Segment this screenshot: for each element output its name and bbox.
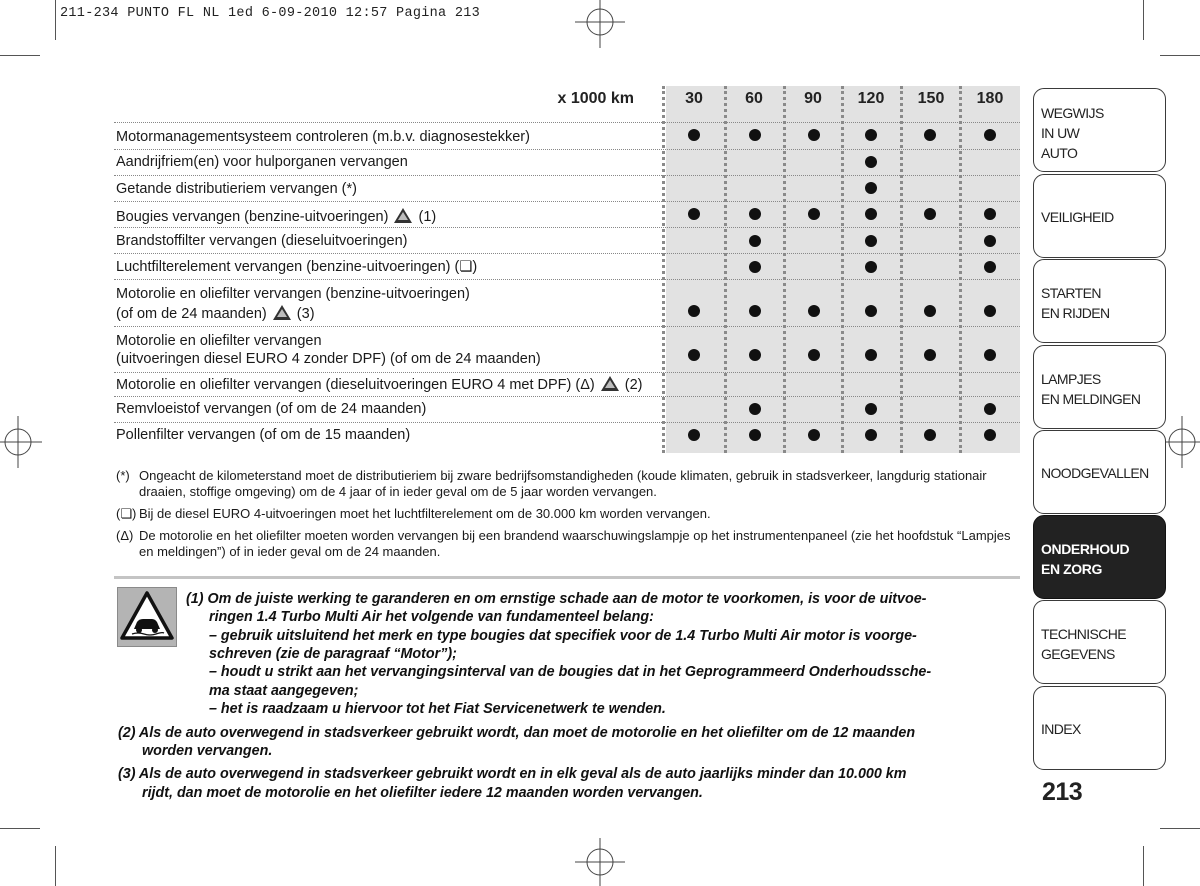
crop-mark-top-right-v — [1143, 0, 1144, 40]
note-3-line1: (3) Als de auto overwegend in stadsverkeer gebruikt wordt en in elk geval als de auto jaarlijks minder dan 10.000 km — [118, 766, 907, 782]
footnote-text: De motorolie en het oliefilter moeten worden vervangen bij een brandend waarschuwingslampje op het instrumentenpaneel (zie het hoofdstuk “Lampjes en meldingen”) of in ieder geval om de 24 maanden. — [139, 528, 1011, 559]
row-divider — [114, 396, 1020, 397]
schedule-dot — [865, 235, 877, 247]
schedule-dot — [688, 429, 700, 441]
schedule-dot — [984, 129, 996, 141]
registration-mark-left-icon — [0, 410, 42, 474]
row-text: Motorolie en oliefilter vervangen (dieseluitvoeringen EURO 4 met DPF) (Δ) — [116, 377, 595, 393]
table-row-label — [116, 128, 666, 146]
warning-line: schreven (zie de paragraaf “Motor”); — [209, 646, 457, 662]
warning-triangle-icon — [601, 376, 619, 391]
schedule-dot — [808, 208, 820, 220]
schedule-dot — [749, 129, 761, 141]
schedule-dot — [865, 429, 877, 441]
interval-header-120: 120 — [857, 90, 885, 107]
crop-mark-bottom-left-v — [55, 846, 56, 886]
crop-mark-top-left-h — [0, 55, 40, 56]
row-text: Remvloeistof vervangen (of om de 24 maanden) — [116, 401, 427, 417]
footnote — [114, 468, 1020, 500]
footnote-mark: (*) — [116, 468, 130, 483]
footnote-mark: (❏) — [116, 506, 137, 521]
schedule-dot — [984, 261, 996, 273]
row-divider — [114, 422, 1020, 423]
schedule-dot — [924, 208, 936, 220]
row-divider — [114, 149, 1020, 150]
row-text: Motormanagementsysteem controleren (m.b.v. diagnosestekker) — [116, 129, 530, 145]
footnote-mark: (Δ) — [116, 528, 134, 543]
registration-mark-bottom-icon — [570, 838, 630, 886]
table-row-label — [116, 332, 666, 368]
warning-line: – houdt u strikt aan het vervangingsinterval van de bougies dat in het Geprogrammeerd Onderhoudssche- — [209, 664, 932, 680]
table-row-label — [116, 285, 666, 323]
schedule-dot — [924, 305, 936, 317]
maintenance-schedule-table — [114, 86, 1020, 456]
row-divider — [114, 227, 1020, 228]
row-text: Motorolie en oliefilter vervangen (benzine-uitvoeringen) — [116, 286, 470, 302]
footnote — [114, 506, 1020, 522]
row-text: Brandstoffilter vervangen (dieseluitvoeringen) — [116, 233, 408, 249]
schedule-dot — [924, 129, 936, 141]
row-text: Motorolie en oliefilter vervangen — [116, 333, 322, 349]
interval-header-30: 30 — [685, 90, 703, 107]
interval-unit-label: x 1000 km — [557, 90, 634, 107]
note-2-line2: worden vervangen. — [142, 743, 273, 759]
row-text: Bougies vervangen (benzine-uitvoeringen) — [116, 209, 389, 225]
tab-noodgevallen[interactable]: NOODGEVALLEN — [1033, 430, 1166, 514]
warning-triangle-icon — [394, 208, 412, 223]
column-divider — [724, 86, 727, 453]
row-text-line2: (of om de 24 maanden) — [116, 306, 267, 322]
note-2-line1: (2) Als de auto overwegend in stadsverkeer gebruikt wordt, dan moet de motorolie en het oliefilter om de 12 maanden — [118, 725, 916, 741]
table-row-label — [116, 426, 666, 444]
interval-header-60: 60 — [745, 90, 763, 107]
schedule-dot — [865, 403, 877, 415]
interval-header-180: 180 — [976, 90, 1004, 107]
row-divider — [114, 122, 1020, 123]
row-suffix: (1) — [418, 209, 437, 225]
footnote — [114, 528, 1020, 560]
footnote-text: Ongeacht de kilometerstand moet de distributieriem bij zware bedrijfsomstandigheden (koude klimaten, gebruik in stadsverkeer, langdurig stationair draaien, stoffige omgeving) om de 4 jaar of in ieder geval om de 5 jaar worden vervangen. — [139, 468, 987, 499]
interval-header-90: 90 — [804, 90, 822, 107]
row-divider — [114, 253, 1020, 254]
schedule-dot — [924, 349, 936, 361]
warning-line: (1) Om de juiste werking te garanderen en om ernstige schade aan de motor te voorkomen, is voor de uitvoe- — [186, 591, 927, 607]
row-divider — [114, 372, 1020, 373]
schedule-dot — [924, 429, 936, 441]
schedule-dot — [688, 349, 700, 361]
schedule-dot — [749, 429, 761, 441]
row-divider — [114, 326, 1020, 327]
page-number: 213 — [1042, 778, 1083, 806]
print-header: 211-234 PUNTO FL NL 1ed 6-09-2010 12:57 Pagina 213 — [60, 6, 481, 21]
schedule-dot — [749, 208, 761, 220]
crop-mark-top-left-v — [55, 0, 56, 40]
interval-header-150: 150 — [917, 90, 945, 107]
table-row-label — [116, 258, 666, 276]
crop-mark-bottom-left-h — [0, 828, 40, 829]
schedule-dot — [688, 208, 700, 220]
schedule-dot — [984, 403, 996, 415]
schedule-dot — [865, 156, 877, 168]
warning-line: – gebruik uitsluitend het merk en type bougies dat specifiek voor de 1.4 Turbo Multi Air motor is voorge- — [209, 628, 917, 644]
schedule-dot — [865, 129, 877, 141]
schedule-dot — [808, 349, 820, 361]
tab-onderhoud-en-zorg[interactable]: ONDERHOUD EN ZORG — [1033, 515, 1166, 599]
warning-triangle-icon — [273, 305, 291, 320]
table-row-label — [116, 374, 666, 394]
schedule-dot — [865, 261, 877, 273]
schedule-dot — [865, 208, 877, 220]
row-text: Getande distributieriem vervangen (*) — [116, 181, 357, 197]
warning-line: – het is raadzaam u hiervoor tot het Fiat Servicenetwerk te wenden. — [209, 701, 666, 717]
schedule-dot — [688, 305, 700, 317]
row-divider — [114, 279, 1020, 280]
tab-index[interactable]: INDEX — [1033, 686, 1166, 770]
crop-mark-top-right-h — [1160, 55, 1200, 56]
column-divider — [900, 86, 903, 453]
crop-mark-bottom-right-v — [1143, 846, 1144, 886]
row-divider — [114, 175, 1020, 176]
table-row-label — [116, 400, 666, 418]
row-text: Pollenfilter vervangen (of om de 15 maanden) — [116, 427, 411, 443]
row-suffix: (3) — [296, 306, 315, 322]
tab-veiligheid[interactable]: VEILIGHEID — [1033, 174, 1166, 258]
schedule-dot — [984, 429, 996, 441]
row-text: Aandrijfriem(en) voor hulporganen vervangen — [116, 154, 408, 170]
warning-line: ringen 1.4 Turbo Multi Air het volgende van fundamenteel belang: — [209, 609, 654, 625]
schedule-dot — [808, 305, 820, 317]
schedule-dot — [808, 429, 820, 441]
schedule-dot — [808, 129, 820, 141]
schedule-dot — [749, 403, 761, 415]
schedule-dot — [865, 305, 877, 317]
schedule-dot — [749, 305, 761, 317]
row-text-line2: (uitvoeringen diesel EURO 4 zonder DPF) (of om de 24 maanden) — [116, 351, 541, 367]
schedule-dot — [865, 349, 877, 361]
schedule-dot — [984, 349, 996, 361]
section-divider — [114, 576, 1020, 579]
schedule-dot — [688, 129, 700, 141]
table-row-label — [116, 232, 666, 250]
row-suffix: (2) — [624, 377, 643, 393]
row-divider — [114, 201, 1020, 202]
tab-technische-gegevens[interactable]: TECHNISCHE GEGEVENS — [1033, 600, 1166, 684]
column-divider — [959, 86, 962, 453]
tab-wegwijs[interactable]: WEGWIJS IN UW AUTO — [1033, 88, 1166, 172]
schedule-dot — [984, 235, 996, 247]
column-divider — [783, 86, 786, 453]
tab-lampjes-en-meldingen[interactable]: LAMPJES EN MELDINGEN — [1033, 345, 1166, 429]
schedule-dot — [749, 261, 761, 273]
table-row-label — [116, 153, 666, 171]
table-footnotes — [114, 468, 1020, 566]
registration-mark-top-icon — [570, 0, 630, 48]
schedule-dot — [984, 208, 996, 220]
table-row-label — [116, 206, 666, 226]
schedule-dot — [749, 235, 761, 247]
column-divider — [841, 86, 844, 453]
schedule-dot — [984, 305, 996, 317]
row-text: Luchtfilterelement vervangen (benzine-uitvoeringen) (❏) — [116, 259, 478, 275]
schedule-dot — [865, 182, 877, 194]
car-skid-warning-icon — [117, 587, 177, 647]
table-row-label — [116, 180, 666, 198]
tab-starten-en-rijden[interactable]: STARTEN EN RIJDEN — [1033, 259, 1166, 343]
warning-line: ma staat aangegeven; — [209, 683, 359, 699]
note-3-line2: rijdt, dan moet de motorolie en het oliefilter iedere 12 maanden worden vervangen. — [142, 785, 703, 801]
footnote-text: Bij de diesel EURO 4-uitvoeringen moet het luchtfilterelement om de 30.000 km worden vervangen. — [139, 506, 711, 521]
schedule-dot — [749, 349, 761, 361]
crop-mark-bottom-right-h — [1160, 828, 1200, 829]
